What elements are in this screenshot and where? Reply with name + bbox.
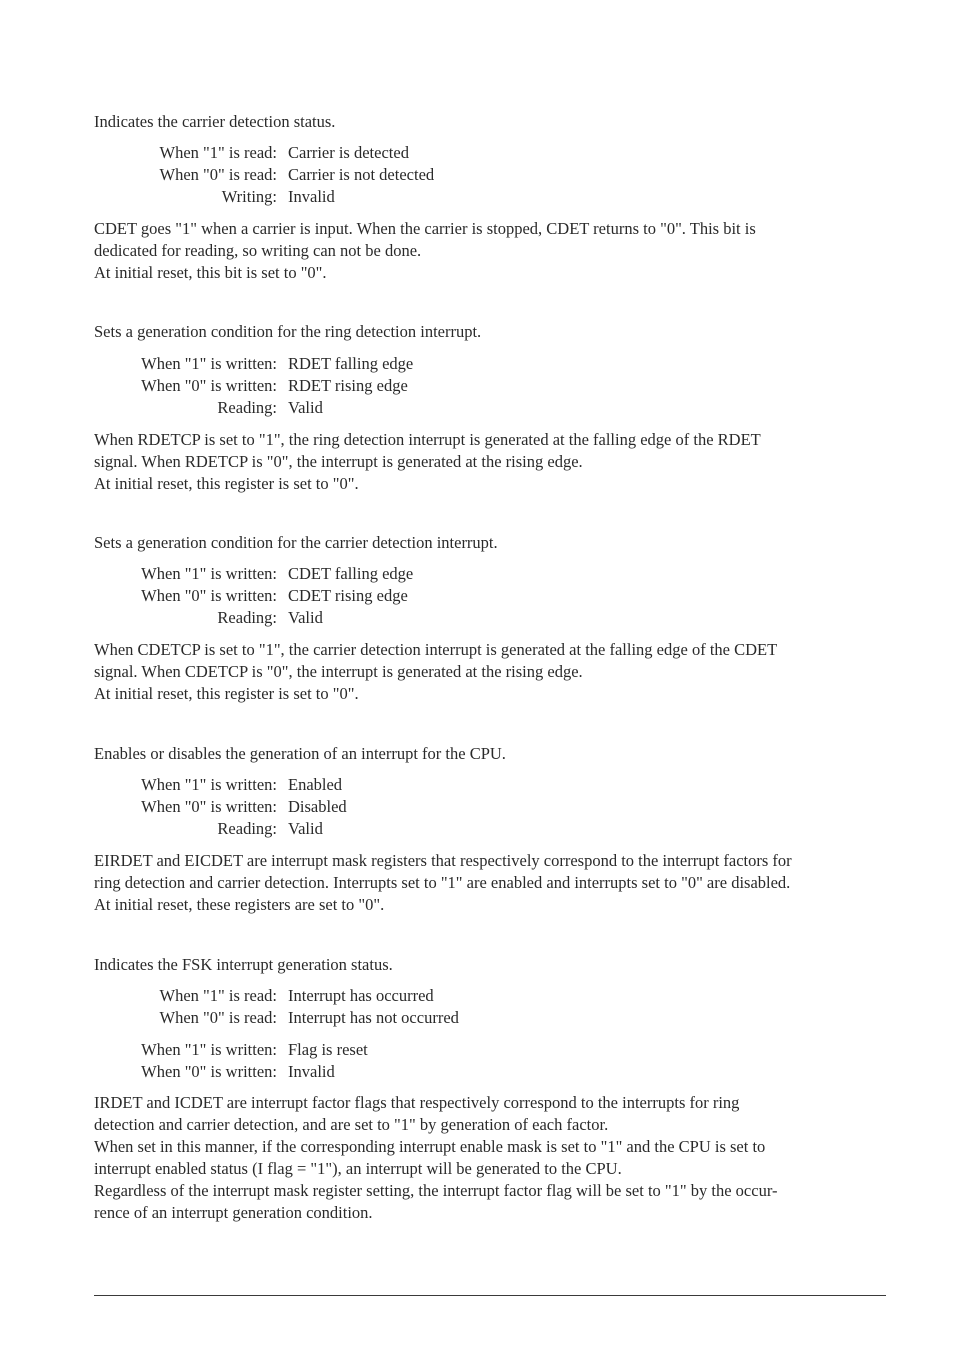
row-key: When "0" is written: — [141, 797, 277, 816]
row-value: CDET falling edge — [288, 564, 414, 583]
row-key: When "1" is written: — [141, 775, 277, 794]
body-line: detection and carrier detection, and are set to "1" by generation of each factor. — [94, 1115, 609, 1134]
row-key: Writing: — [221, 187, 277, 206]
row-key: When "1" is written: — [141, 564, 277, 583]
row-value: Carrier is not detected — [288, 165, 435, 184]
section-2-body — [94, 429, 884, 495]
row-key: When "0" is written: — [141, 376, 277, 395]
section-3-body — [94, 639, 884, 705]
section-4-intro: Enables or disables the generation of an interrupt for the CPU. — [94, 744, 506, 763]
row-value: CDET rising edge — [288, 586, 408, 605]
row-value: Enabled — [288, 775, 343, 794]
row-value: Flag is reset — [288, 1040, 368, 1059]
body-line: At initial reset, these registers are set to "0". — [94, 895, 385, 914]
body-line: When RDETCP is set to "1", the ring detection interrupt is generated at the falling edge of the RDET — [94, 430, 761, 449]
row-value: Valid — [288, 608, 323, 627]
body-line: When set in this manner, if the corresponding interrupt enable mask is set to "1" and the CPU is set to — [94, 1137, 766, 1156]
body-line: At initial reset, this register is set to "0". — [94, 474, 359, 493]
row-value: RDET rising edge — [288, 376, 408, 395]
row-key: Reading: — [217, 398, 277, 417]
row-key: When "0" is read: — [159, 165, 277, 184]
row-value: Interrupt has not occurred — [288, 1008, 459, 1027]
section-1-body — [94, 218, 884, 284]
body-line: interrupt enabled status (I flag = "1"), an interrupt will be generated to the CPU. — [94, 1159, 622, 1178]
body-line: ring detection and carrier detection. Interrupts set to "1" are enabled and interrupts set to "0" are disabled. — [94, 873, 791, 892]
section-5-intro: Indicates the FSK interrupt generation status. — [94, 955, 393, 974]
body-line: rence of an interrupt generation condition. — [94, 1203, 373, 1222]
body-line: At initial reset, this bit is set to "0". — [94, 263, 327, 282]
body-line: Regardless of the interrupt mask register setting, the interrupt factor flag will be set to "1" by the occur- — [94, 1181, 778, 1200]
row-value: Invalid — [288, 187, 335, 206]
body-line: signal. When RDETCP is "0", the interrupt is generated at the rising edge. — [94, 452, 583, 471]
body-line: CDET goes "1" when a carrier is input. When the carrier is stopped, CDET returns to "0". This bit is — [94, 219, 756, 238]
section-5-body — [94, 1092, 884, 1224]
row-value: Valid — [288, 398, 323, 417]
row-key: Reading: — [217, 608, 277, 627]
row-key: When "1" is written: — [141, 1040, 277, 1059]
body-line: At initial reset, this register is set to "0". — [94, 684, 359, 703]
body-line: dedicated for reading, so writing can not be done. — [94, 241, 422, 260]
row-value: RDET falling edge — [288, 354, 414, 373]
row-key: When "0" is read: — [159, 1008, 277, 1027]
row-value: Carrier is detected — [288, 143, 409, 162]
section-1-intro: Indicates the carrier detection status. — [94, 112, 336, 131]
footer-rule — [94, 1295, 886, 1296]
row-value: Invalid — [288, 1062, 335, 1081]
row-key: Reading: — [217, 819, 277, 838]
row-key: When "1" is read: — [159, 143, 277, 162]
section-2-intro: Sets a generation condition for the ring detection interrupt. — [94, 322, 482, 341]
row-value: Interrupt has occurred — [288, 986, 434, 1005]
row-key: When "1" is read: — [159, 986, 277, 1005]
body-line: IRDET and ICDET are interrupt factor flags that respectively correspond to the interrupts for ring — [94, 1093, 740, 1112]
row-key: When "0" is written: — [141, 1062, 277, 1081]
body-line: signal. When CDETCP is "0", the interrupt is generated at the rising edge. — [94, 662, 583, 681]
row-value: Disabled — [288, 797, 347, 816]
row-key: When "0" is written: — [141, 586, 277, 605]
body-line: When CDETCP is set to "1", the carrier detection interrupt is generated at the falling edge of the CDET — [94, 640, 778, 659]
row-key: When "1" is written: — [141, 354, 277, 373]
section-3-intro: Sets a generation condition for the carrier detection interrupt. — [94, 533, 498, 552]
section-4-body — [94, 850, 884, 916]
row-value: Valid — [288, 819, 323, 838]
body-line: EIRDET and EICDET are interrupt mask registers that respectively correspond to the interrupt factors for — [94, 851, 792, 870]
